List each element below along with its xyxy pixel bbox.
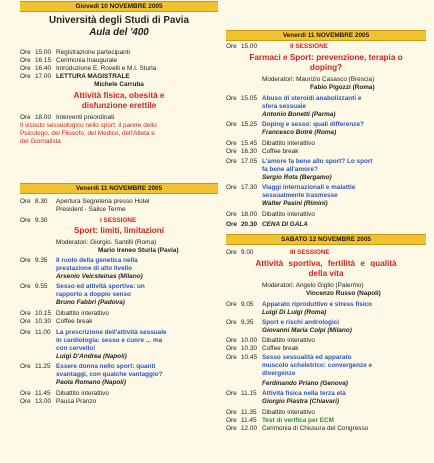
speaker: Giorgio Piastra (Chiavari) [262, 398, 340, 405]
moderators: Moderatori: Maurizio Casasco (Brescia) [262, 76, 375, 83]
lecture-title: Attività fisica, obesità e [73, 91, 165, 100]
speaker: Bruno Fabbri (Padova) [56, 299, 125, 306]
moderators: Moderatori: Angelo Giglio (Palermo) [262, 282, 364, 289]
lecture-speaker: Michele Carruba [94, 81, 144, 88]
moderators: Moderatori: Giorgio. Santilli (Roma) [56, 239, 157, 246]
speaker: Luigi Di Luigi (Roma) [262, 309, 327, 316]
speaker: Ferdinando Priano (Genova) [262, 380, 348, 387]
panel-topic: Il vissuto sessuologico nello sport: il parere dello [20, 122, 157, 129]
day-header-friday-afternoon: Venerdì 11 NOVEMBRE 2005 [226, 30, 426, 41]
panel-topic-line3: del Giornalista [20, 138, 61, 145]
venue-title: Università degli Studi di Pavia [49, 15, 189, 26]
speaker: Antonio Bonetti (Parma) [262, 111, 336, 118]
session3-title-line2: della vita [308, 269, 344, 278]
speaker: Paola Romano (Napoli) [56, 379, 126, 386]
speaker: Francesco Botrè (Roma) [262, 129, 337, 136]
talk-title-cont: muscolo scheletrico: convergenze e [262, 362, 373, 369]
moderator-name: Vincenzo Russo (Napoli) [306, 290, 381, 297]
speaker: Luigi D'Andrea (Napoli) [56, 353, 127, 360]
talk-title-cont: sessualmente trasmesse [262, 192, 338, 199]
panel-topic-line2: Psicologo, del Filosofo, del Medico, dell'Atleta e [20, 130, 155, 137]
venue-room: Aula del '400 [89, 27, 149, 38]
talk-title-cont: con cervello! [56, 345, 96, 352]
day-header-thursday: Giovedì 10 NOVEMBRE 2005 [20, 1, 218, 12]
agenda-row-cont: President - Salice Terme [56, 206, 126, 213]
lecture-title-line2: disfunzione erettile [81, 101, 157, 110]
talk-title-cont: in cardiologia: sesso e cuore ... ma [56, 337, 163, 344]
speaker: Giovanni Maria Colpi (Milano) [262, 327, 352, 334]
talk-title-cont: rapporto a doppio senso [56, 291, 131, 298]
day-header-saturday: SABATO 12 NOVEMBRE 2005 [226, 234, 426, 245]
talk-title-cont: sfera sessuale [262, 103, 307, 110]
day-header-friday: Venerdì 11 NOVEMBRE 2005 [20, 183, 218, 194]
speaker: Sergio Rota (Bergamo) [262, 174, 332, 181]
speaker: Arsenio Veicsteinas (Milano) [56, 273, 143, 280]
session2-title: Farmaci e Sport: prevenzione, terapia o [249, 53, 403, 62]
moderator-name: Mario Ireneo Sturla (Pavia) [98, 247, 179, 254]
talk-title-cont: svantaggi, con qualche vantaggio? [56, 371, 163, 378]
speaker: Walter Pasini (Rimini) [262, 200, 328, 207]
session3-title: Attività sportiva, fertilità e qualità [255, 259, 397, 268]
talk-title-cont: divergenze [262, 370, 296, 377]
session2-title-line2: doping? [309, 63, 343, 72]
moderator-name: Fabio Pigozzi (Roma) [310, 84, 375, 91]
session1-title: Sport: limiti, limitazioni [73, 226, 165, 235]
talk-title-cont: prestazione di alto livello [56, 265, 132, 272]
talk-title-cont: fa bene all'amore? [262, 166, 318, 173]
